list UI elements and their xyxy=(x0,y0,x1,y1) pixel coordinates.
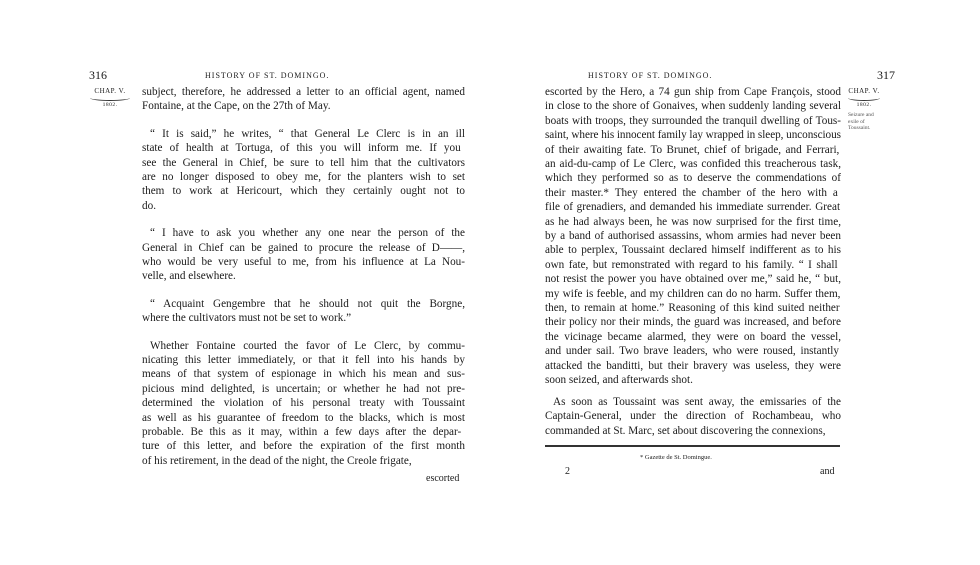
text-line: escorted by the Hero, a 74 gun ship from Cape François, stood xyxy=(545,86,841,98)
text-line: picious mind delighted, is uncertain; or whether he had not pre- xyxy=(142,382,465,395)
text-line: by a band of authorised assassins, whom armies had never been xyxy=(545,230,841,242)
text-line: do. xyxy=(142,199,156,212)
text-line: in close to the shore of Gonaives, when suddenly landing several xyxy=(545,100,841,113)
text-line: Whether Fontaine courted the favor of Le Clerc, by commu- xyxy=(150,339,465,352)
footnote: * Gazette de St. Domingue. xyxy=(640,454,712,461)
text-line: state of health at Tortuga, of this you will inform me. If you xyxy=(142,142,461,155)
sidenote: Seizure and exile of Toussaint. xyxy=(848,112,874,131)
brace-icon xyxy=(90,95,130,101)
text-line: “ I have to ask you whether any one near the person of the xyxy=(150,227,465,240)
text-line: General in Chief can be gained to procure the release of D——, xyxy=(142,241,465,254)
text-line: them to work at Hericourt, which they certainly ought not to xyxy=(142,185,465,198)
text-line: “ It is said,” he writes, “ that General Le Clerc is in an ill xyxy=(150,127,465,140)
text-line: As soon as Toussaint was sent away, the emissaries of the xyxy=(553,396,841,408)
text-line: Fontaine, at the Cape, on the 27th of May. xyxy=(142,100,331,113)
signature-mark: 2 xyxy=(565,466,570,477)
text-line: of their awaiting fate. To Brunet, chief of brigade, and Ferrari, xyxy=(545,143,840,156)
catchword: and xyxy=(820,466,835,477)
text-line: boats with troops, they surrounded the tranquil dwelling of Tous- xyxy=(545,114,841,127)
text-line: my wife is feeble, and my children can do no harm. Suffer them, xyxy=(545,287,841,300)
text-line: are no longer disposed to obey me, for the planters wish to set xyxy=(142,171,465,183)
margin-year: 1802. xyxy=(102,102,118,108)
text-line: not resist the power you have obtained over me,” said he, “ but, xyxy=(545,273,841,286)
text-line: of his retirement, in the dead of the night, the Creole frigate, xyxy=(142,454,412,467)
text-line: then, to remain at home.” Reasoning of this kind suited neither xyxy=(545,302,840,314)
text-line: as well as his guarantee of freedom to the blacks, which is most xyxy=(142,411,465,424)
text-line: means of that system of espionage in which his mean and sus- xyxy=(142,368,465,381)
text-line: file of grenadiers, and demanded his immediate surrender. Great xyxy=(545,201,841,214)
text-line: which they performed so as to deserve the commendations of xyxy=(545,172,841,185)
running-head: HISTORY OF ST. DOMINGO. xyxy=(588,71,713,80)
page-number: 316 xyxy=(89,68,107,82)
right-page xyxy=(490,0,980,565)
running-head: HISTORY OF ST. DOMINGO. xyxy=(205,71,330,80)
text-line: “ Acquaint Gengembre that he should not quit the Borgne, xyxy=(150,297,465,310)
margin-chapter: CHAP. V. xyxy=(848,87,880,95)
brace-icon xyxy=(848,95,880,101)
text-line: determined the violation of his personal treaty with Toussaint xyxy=(142,397,465,410)
margin-chapter-note xyxy=(86,87,134,108)
margin-chapter-note xyxy=(844,87,884,108)
text-line: probable. Be this as it may, within a few days after the depar- xyxy=(142,426,462,438)
text-line: attacked the banditti, but their bravery was useless, they were xyxy=(545,359,841,372)
margin-chapter: CHAP. V. xyxy=(94,87,126,95)
text-line: their policy nor their minds, the guard was increased, and before xyxy=(545,316,841,329)
page-number: 317 xyxy=(877,68,895,82)
text-line: as he had always been, he was now surprised for the first time, xyxy=(545,215,841,228)
text-line: where the cultivators must not be set to work.” xyxy=(142,312,352,325)
text-line: ture of this letter, and before the expiration of the first month xyxy=(142,440,465,453)
text-line: their master.* They entered the chamber of the hero with a xyxy=(545,186,838,199)
text-line: Captain-General, under the direction of Rochambeau, who xyxy=(545,410,841,423)
text-line: see the General in Chief, be sure to tell him that the cultivators xyxy=(142,156,465,169)
text-line: who would be very useful to me, from his influence at La Nou- xyxy=(142,256,465,268)
text-line: subject, therefore, he addressed a letter to an official agent, named xyxy=(142,86,465,98)
text-line: nicating this letter immediately, or that it fell into his hands by xyxy=(142,354,465,366)
text-line: commanded at St. Marc, set about discovering the connexions, xyxy=(545,424,826,437)
text-line: saint, where his innocent family lay wrapped in sleep, unconscious xyxy=(545,129,841,142)
text-line: able to perplex, Toussaint declared himself indifferent as to his xyxy=(545,244,841,257)
text-line: soon seized, and afterwards shot. xyxy=(545,374,693,386)
text-line: velle, and elsewhere. xyxy=(142,270,236,283)
footnote-rule xyxy=(545,445,840,447)
text-line: the vicinage became alarmed, they were on board the vessel, xyxy=(545,330,841,343)
margin-year: 1802. xyxy=(856,102,872,108)
catchword: escorted xyxy=(426,473,460,484)
text-line: own fate, but remonstrated with regard to his family. “ I shall xyxy=(545,258,838,271)
text-line: an aid-du-camp of Le Clerc, was confided this treacherous task, xyxy=(545,158,841,170)
text-line: and under sail. Two brave leaders, who were roused, instantly xyxy=(545,345,840,358)
